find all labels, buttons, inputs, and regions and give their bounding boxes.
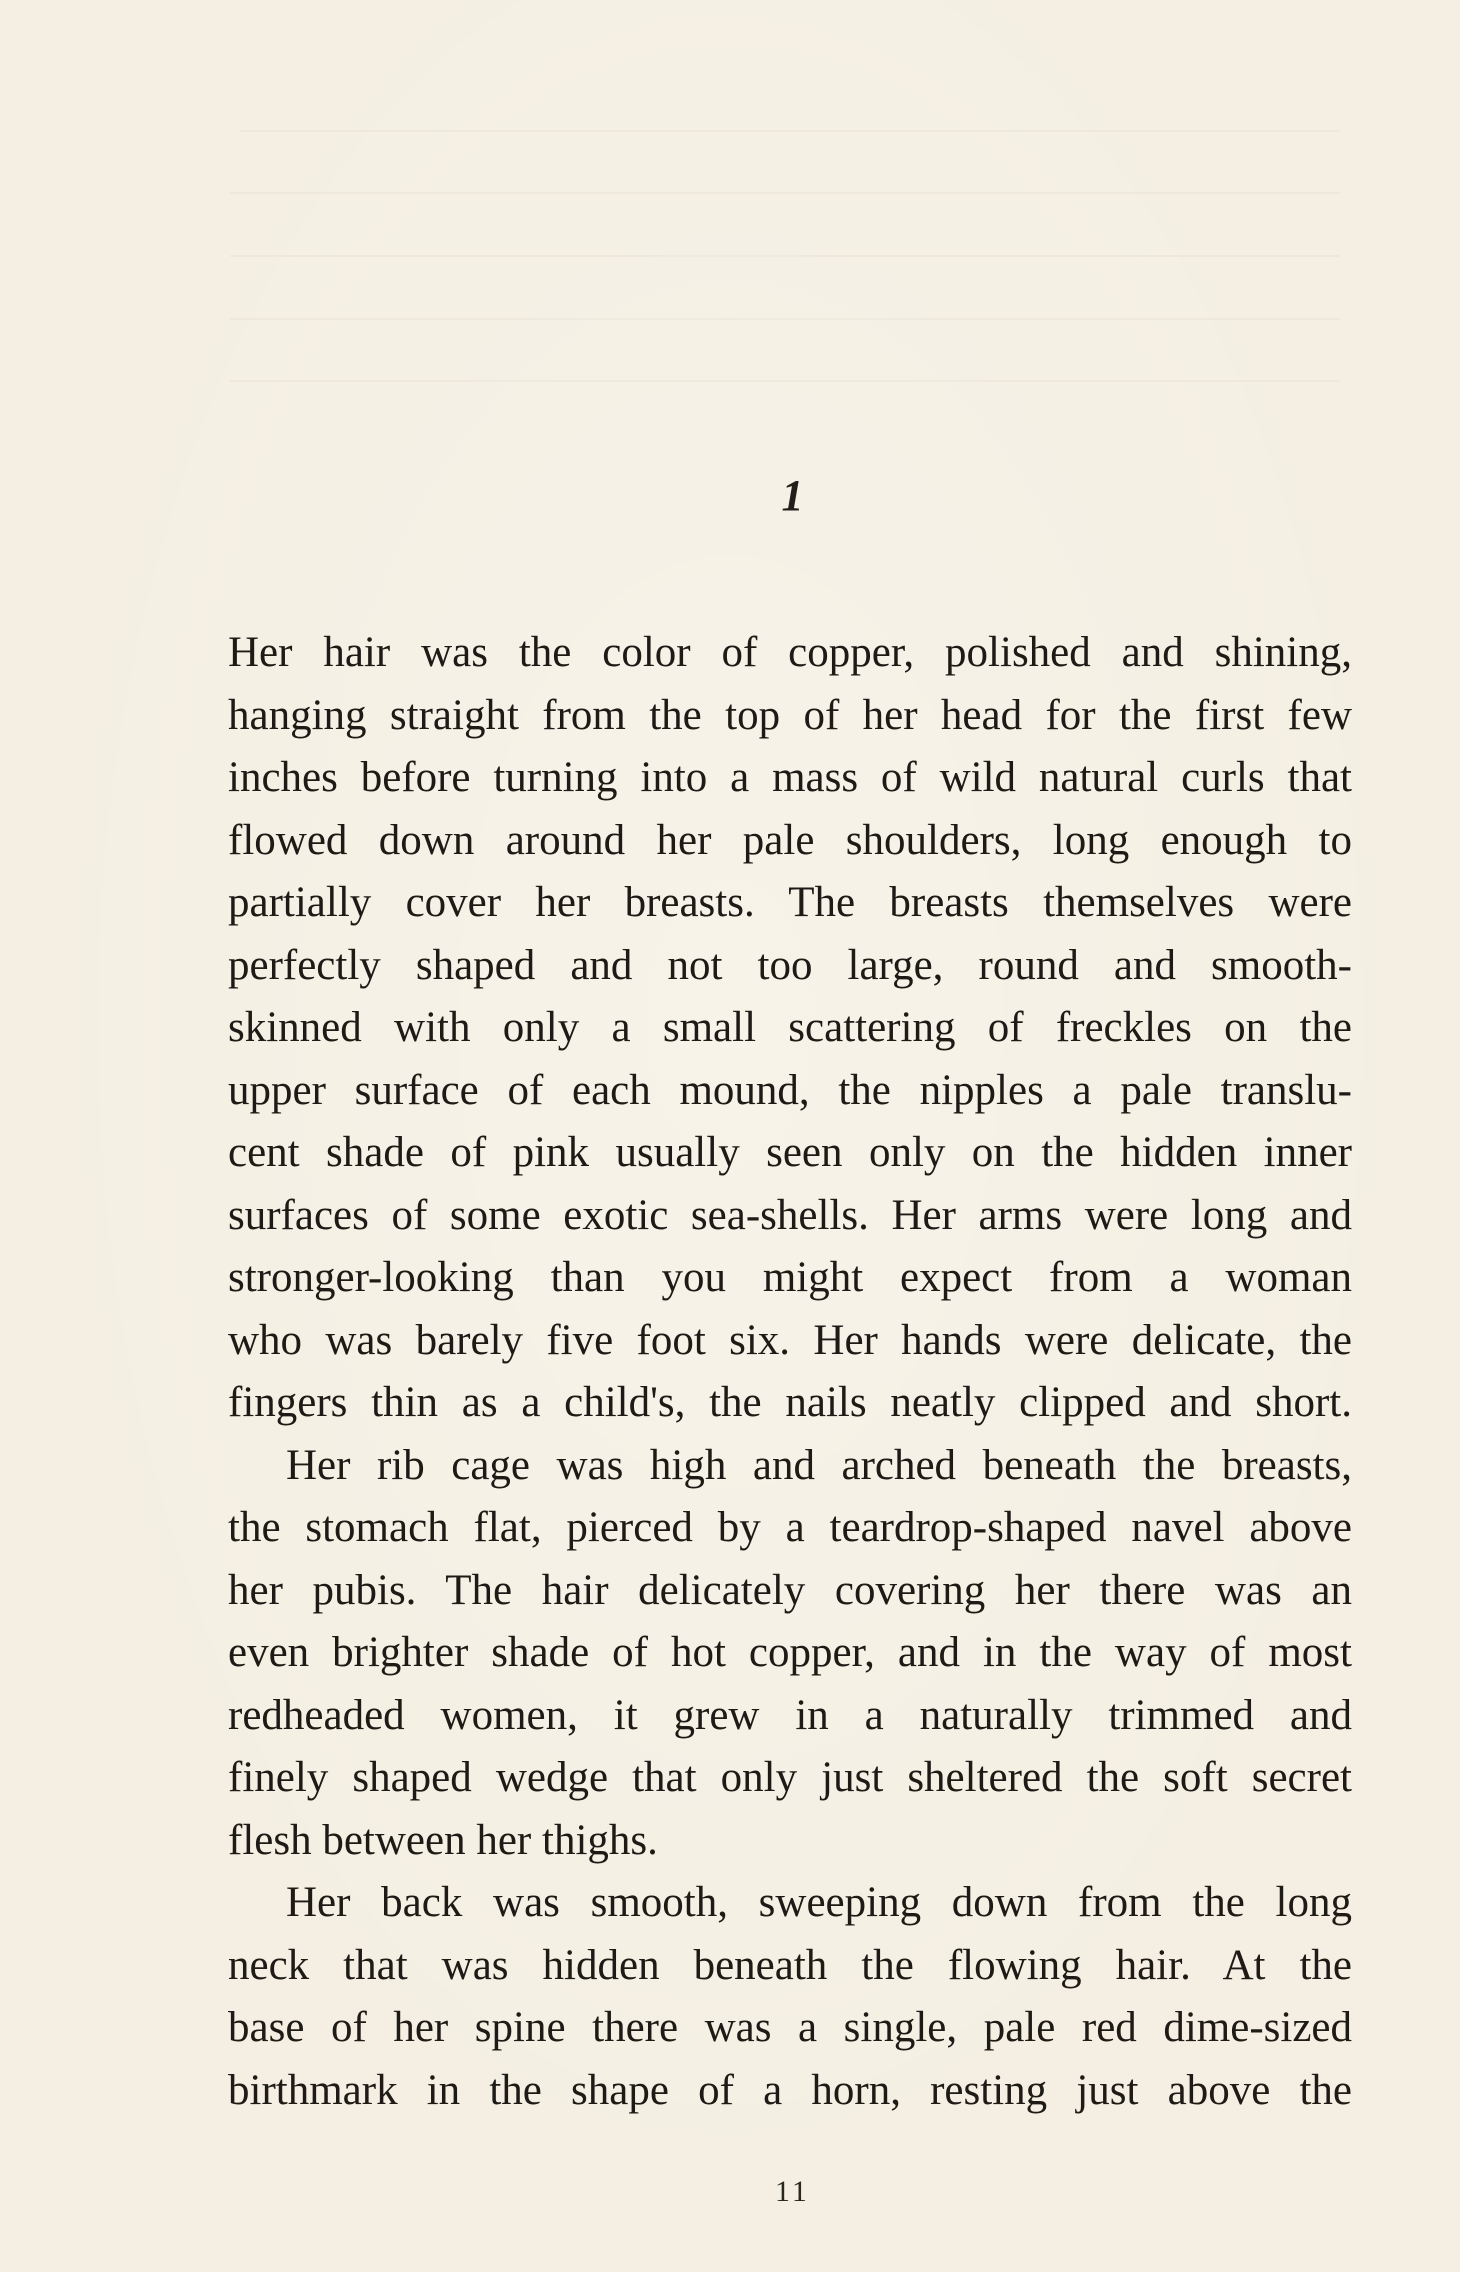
text-line: upper surface of each mound, the nipples a pale translu- (228, 1066, 1352, 1114)
text-line: finely shaped wedge that only just sheltered the soft secret (228, 1754, 1352, 1801)
text-line: Her back was smooth, sweeping down from the long (286, 1879, 1352, 1926)
text-line: cent shade of pink usually seen only on the hidden inner (228, 1129, 1352, 1176)
show-through-line (230, 255, 1340, 257)
text-line: the stomach flat, pierced by a teardrop-shaped navel above (228, 1504, 1352, 1551)
text-line: flesh between her thighs. (228, 1816, 658, 1864)
page-number: 11 (775, 2175, 810, 2208)
text-line: skinned with only a small scattering of freckles on the (228, 1004, 1352, 1051)
text-line: partially cover her breasts. The breasts themselves were (228, 879, 1352, 926)
body-text (228, 622, 1352, 2122)
text-line: base of her spine there was a single, pale red dime-sized (228, 2004, 1352, 2051)
show-through-line (230, 192, 1340, 194)
text-line: flowed down around her pale shoulders, long enough to (228, 816, 1352, 864)
text-line: hanging straight from the top of her head for the first few (228, 691, 1352, 739)
text-line: who was barely five foot six. Her hands were delicate, the (228, 1316, 1352, 1364)
text-line: her pubis. The hair delicately covering her there was an (228, 1566, 1352, 1614)
text-line: inches before turning into a mass of wild natural curls that (228, 754, 1352, 801)
text-line: fingers thin as a child's, the nails neatly clipped and short. (228, 1379, 1352, 1426)
text-line: birthmark in the shape of a horn, resting just above the (228, 2066, 1352, 2114)
paragraph-1 (228, 622, 1352, 1435)
text-line: Her hair was the color of copper, polished and shining, (228, 629, 1352, 676)
paragraph-2 (228, 1435, 1352, 1873)
text-line: stronger-looking than you might expect from a woman (228, 1254, 1352, 1301)
paragraph-3 (228, 1872, 1352, 2122)
text-line: surfaces of some exotic sea-shells. Her arms were long and (228, 1191, 1352, 1239)
text-line: neck that was hidden beneath the flowing hair. At the (228, 1941, 1352, 1989)
chapter-number: 1 (781, 471, 804, 520)
show-through-line (240, 130, 1340, 132)
show-through-line (230, 380, 1340, 382)
text-line: perfectly shaped and not too large, round and smooth- (228, 941, 1352, 989)
text-line: even brighter shade of hot copper, and in the way of most (228, 1629, 1352, 1676)
show-through-line (230, 318, 1340, 320)
text-line: redheaded women, it grew in a naturally trimmed and (228, 1691, 1352, 1739)
text-line: Her rib cage was high and arched beneath the breasts, (286, 1441, 1352, 1489)
